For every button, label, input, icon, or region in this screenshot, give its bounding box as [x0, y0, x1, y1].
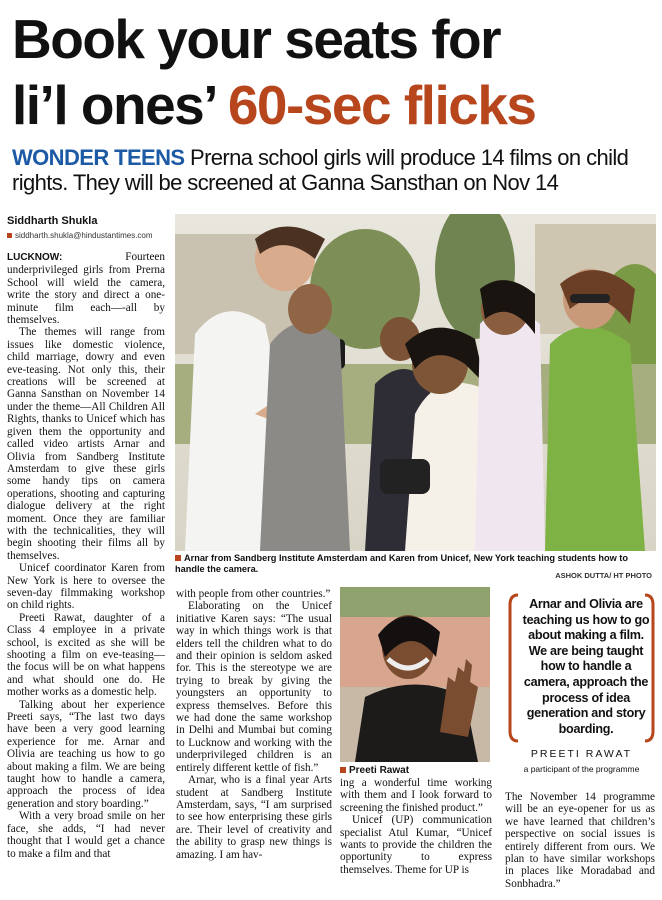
- pull-quote-role: a participant of the programme: [523, 764, 640, 774]
- body-paragraph: Preeti Rawat, daughter of a Class 4 employee in a private school, is excited as she will be shooting a film on eve-teasing—the focus will be on what happens and what should one do. He mother works as a domestic help.: [7, 611, 165, 699]
- photo-credit: ASHOK DUTTA/ HT PHOTO: [555, 571, 652, 580]
- portrait-photo: [340, 587, 490, 762]
- body-paragraph: Unicef coordinator Karen from New York is here to oversee the seven-day filmmaking workshop on child rights.: [7, 562, 165, 612]
- workshop-photo-image: [175, 214, 656, 551]
- headline-accent: 60-sec flicks: [227, 74, 536, 136]
- deck-kicker: WONDER TEENS: [12, 145, 185, 170]
- pull-quote-name: PREETI RAWAT: [530, 748, 633, 760]
- body-paragraph: The November 14 programme will be an eye-opener for us as we have learned that children’s perspective on social issues is entirely different from ours. We plan to have similar workshops in places like Moradabad and Sonbhadra.”: [505, 791, 655, 890]
- byline-author: Siddharth Shukla: [7, 215, 98, 227]
- preeti-portrait-image: [340, 587, 490, 762]
- deck-text: Prerna school girls will produce 14 films on child rights. They will be screened at Ganna Sansthan on Nov 14: [12, 145, 629, 195]
- main-photo-caption: Arnar from Sandberg Institute Amsterdam and Karen from Unicef, New York teaching students how to handle the camera.: [175, 553, 628, 574]
- headline-line-2: [12, 72, 652, 138]
- body-paragraph: Arnar, who is a final year Arts student at Sandberg Institute Amsterdam, says, “I am surprised to see how enterprising these girls are. Their level of creativity and the ability to grasp new things is amazing. I am hav-: [176, 774, 332, 861]
- body-paragraph: Elaborating on the Unicef initiative Karen says: “The usual way in which things work is that elders tell the children what to do and their opinion is seldom asked for. This is the stereotype we are trying to break by giving the youngsters an opportunity to express themselves. Before this we had done the same workshop in Delhi and Mumbai but coming to Lucknow and working with the underprivileged children is an entirely different kettle of fish.”: [176, 600, 332, 774]
- pull-quote-text: Arnar and Olivia are teaching us how to go about making a film. We are being taught how to handle a camera, approach the process of idea generation and story boarding.: [522, 597, 650, 736]
- body-paragraph: with people from other countries.”: [176, 588, 331, 600]
- byline-email[interactable]: [7, 231, 153, 240]
- pull-quote: [508, 593, 655, 743]
- body-column-4: [505, 791, 655, 890]
- deck: [12, 145, 652, 195]
- square-bullet-icon: [7, 233, 12, 238]
- body-paragraph: With a very broad smile on her face, she adds, “I had never thought that I would get a chance to make a film and that: [7, 810, 165, 860]
- body-column-2: [176, 588, 332, 861]
- square-bullet-icon: [340, 767, 346, 773]
- headline-line-1: Book your seats for: [12, 8, 501, 70]
- main-photo: [175, 214, 656, 551]
- body-column-3: [340, 777, 492, 876]
- square-bullet-icon: [175, 555, 181, 561]
- byline-email-text: siddharth.shukla@hindustantimes.com: [15, 231, 153, 240]
- body-paragraph: The themes will range from issues like domestic violence, child marriage, dowry and even eve-teasing. Not only this, their creations will be screened at Ganna Sansthan on November 14 under the theme—All Children All Rights, thanks to Unicef which has given them the opportunity and called video artists Arnar and Olivia from Sandberg Institute Amsterdam to give these girls some handy tips on camera operations, shooting and capturing dialogue delivery at the right moment. Once they are familiar with the technicalities, they will begin shooting their films all by themselves.: [7, 326, 165, 562]
- body-paragraph: Talking about her experience Preeti says, “The last two days have been a very good learning experience for me. Arnar and Olivia are teaching us how to go about making a film. We are being taught how to handle a camera, approach the process of idea generation and story boarding.”: [7, 698, 165, 810]
- dateline: LUCKNOW:: [7, 252, 63, 263]
- headline: [12, 6, 652, 138]
- portrait-caption: Preeti Rawat: [340, 765, 409, 776]
- body-paragraph: Unicef (UP) communication specialist Atul Kumar, “Unicef wants to provide the children the opportunity to express themselves. Theme for UP is: [340, 814, 492, 876]
- body-paragraph: LUCKNOW: Fourteen underprivileged girls from Prerna School will wield the camera, write the story and direct a one-minute film each—-all by themselves.: [7, 251, 165, 327]
- body-column-1: [7, 251, 165, 860]
- body-paragraph: ing a wonderful time working with them and I look forward to screening the finished product.”: [340, 777, 492, 814]
- headline-plain: li’l ones’: [12, 74, 215, 136]
